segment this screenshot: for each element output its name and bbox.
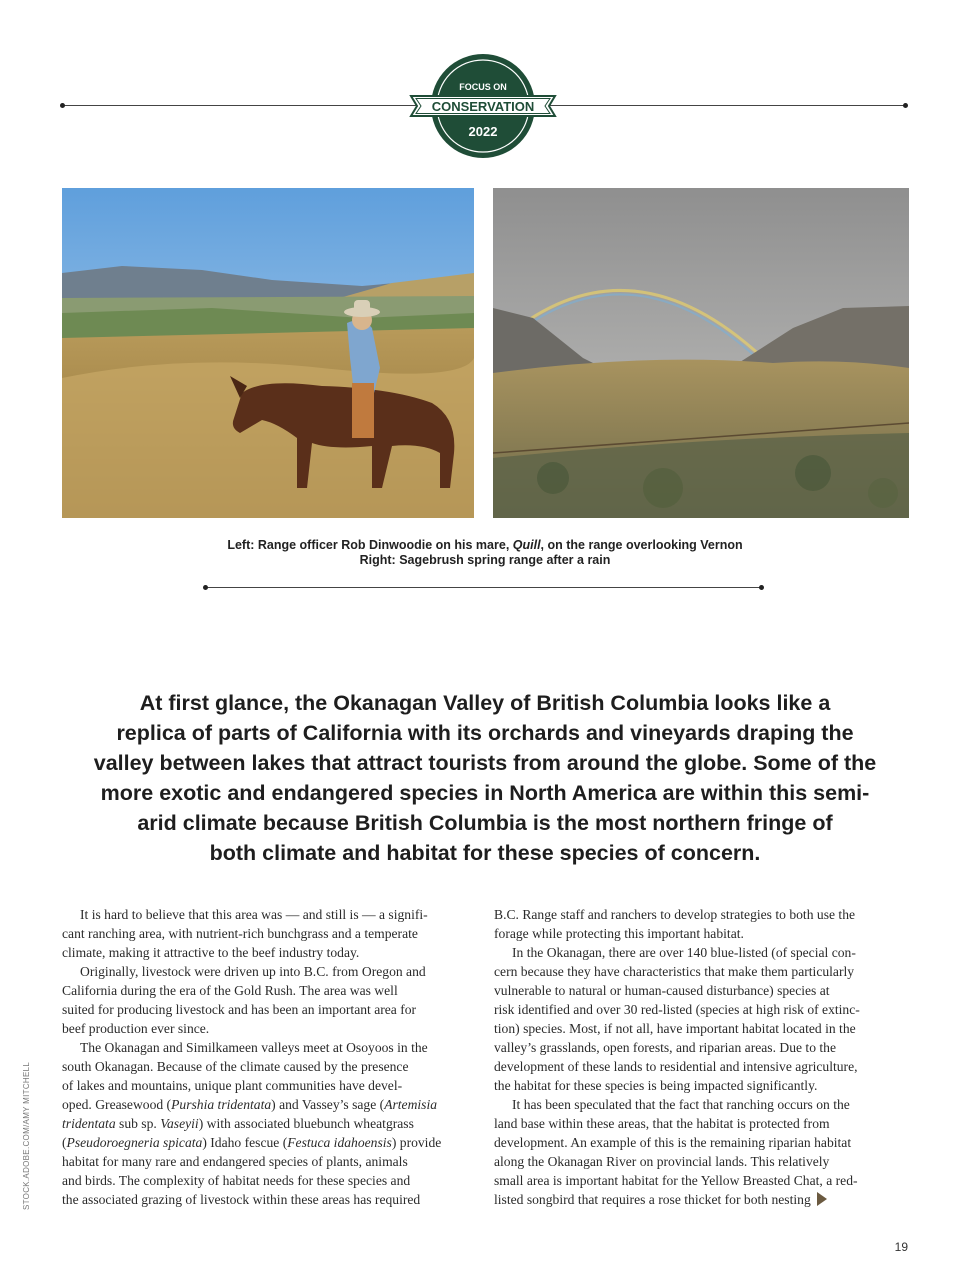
body-line: [62, 1133, 472, 1152]
body-line: [494, 1190, 908, 1209]
body-line: valley’s grasslands, open forests, and riparian areas. Due to the: [494, 1040, 837, 1055]
body-text: oped. Greasewood (: [62, 1097, 172, 1112]
intro-paragraph: [60, 688, 910, 868]
intro-line: more exotic and endangered species in North America are within this semi-: [100, 781, 870, 805]
body-text: ) and Vassey’s sage (: [271, 1097, 385, 1112]
body-line: In the Okanagan, there are over 140 blue-listed (of special con-: [512, 945, 856, 960]
body-line: Originally, livestock were driven up into B.C. from Oregon and: [80, 964, 426, 979]
body-line: the habitat for these species is being impacted significantly.: [494, 1078, 818, 1093]
rule-dot-left: [60, 103, 65, 108]
photo-right-sagebrush-range: [493, 188, 909, 518]
body-column-right: [494, 905, 908, 1209]
page-number: 19: [894, 1240, 908, 1254]
badge-banner-text: CONSERVATION: [431, 99, 535, 114]
intro-line: At first glance, the Okanagan Valley of British Columbia looks like a: [139, 691, 831, 715]
body-line: California during the era of the Gold Rush. The area was well: [62, 983, 398, 998]
species-name: Pseudoroegneria spicata: [66, 1135, 203, 1150]
body-line: beef production ever since.: [62, 1021, 210, 1036]
species-name: tridentata: [62, 1116, 116, 1131]
body-line: land base within these areas, that the habitat is protected from: [494, 1116, 830, 1131]
body-line: suited for producing livestock and has been an important area for: [62, 1002, 417, 1017]
caption-line1-suffix: , on the range overlooking Vernon: [540, 538, 743, 552]
body-line: risk identified and over 30 red-listed (species at high risk of extinc-: [494, 1002, 860, 1017]
body-text: ) provide: [391, 1135, 442, 1150]
caption-line1-prefix: Left: Range officer Rob Dinwoodie on his mare,: [227, 538, 513, 552]
body-line: [62, 1114, 472, 1133]
body-text: (: [62, 1135, 67, 1150]
caption-rule: [205, 587, 762, 588]
body-text: sub sp.: [115, 1116, 161, 1131]
photo-caption: [120, 538, 850, 568]
photo-credit: STOCK.ADOBE.COM/AMY MITCHELL: [22, 1061, 31, 1210]
body-line: The Okanagan and Similkameen valleys meet at Osoyoos in the: [80, 1040, 428, 1055]
photo-left-horse-rider: [62, 188, 474, 518]
intro-line: both climate and habitat for these species of concern.: [209, 841, 761, 865]
badge-year: 2022: [468, 124, 498, 139]
body-line: development of these lands to residential and intensive agriculture,: [494, 1059, 858, 1074]
continue-arrow-icon: [817, 1192, 827, 1206]
body-line: cant ranching area, with nutrient-rich bunchgrass and a temperate: [62, 926, 418, 941]
caption-line-2: Right: Sagebrush spring range after a rain: [359, 553, 611, 567]
body-column-left: [62, 905, 472, 1209]
body-line: It has been speculated that the fact that ranching occurs on the: [512, 1097, 850, 1112]
body-line: It is hard to believe that this area was — and still is — a signifi-: [80, 907, 428, 922]
body-text: listed songbird that requires a rose thicket for both nesting: [494, 1192, 811, 1207]
species-name: Purshia tridentata: [171, 1097, 272, 1112]
badge-top-text: FOCUS ON: [459, 82, 507, 92]
body-line: habitat for many rare and endangered species of plants, animals: [62, 1154, 408, 1169]
body-line: along the Okanagan River on provincial lands. This relatively: [494, 1154, 830, 1169]
rule-dot-left: [203, 585, 208, 590]
caption-line-1: [120, 538, 850, 553]
body-text: ) Idaho fescue (: [202, 1135, 288, 1150]
caption-horse-name: Quill: [512, 538, 541, 552]
body-line: and birds. The complexity of habitat needs for these species and: [62, 1173, 411, 1188]
intro-line: valley between lakes that attract tourists from around the globe. Some of the: [93, 751, 877, 775]
body-line: B.C. Range staff and ranchers to develop strategies to both use the: [494, 907, 856, 922]
species-name: Vaseyii: [160, 1116, 199, 1131]
body-line: climate, making it attractive to the beef industry today.: [62, 945, 360, 960]
body-line: the associated grazing of livestock within these areas has required: [62, 1192, 421, 1207]
body-line: south Okanagan. Because of the climate caused by the presence: [62, 1059, 409, 1074]
body-line: forage while protecting this important habitat.: [494, 926, 744, 941]
body-line: tion) species. Most, if not all, have important habitat located in the: [494, 1021, 856, 1036]
body-line: small area is important habitat for the Yellow Breasted Chat, a red-: [494, 1173, 858, 1188]
conservation-badge: [408, 50, 558, 162]
rule-dot-right: [903, 103, 908, 108]
body-text: ) with associated bluebunch wheatgrass: [198, 1116, 414, 1131]
intro-line: arid climate because British Columbia is the most northern fringe of: [137, 811, 833, 835]
rule-dot-right: [759, 585, 764, 590]
body-line: of lakes and mountains, unique plant communities have devel-: [62, 1078, 403, 1093]
intro-line: replica of parts of California with its orchards and vineyards draping the: [116, 721, 854, 745]
species-name: Festuca idahoensis: [287, 1135, 392, 1150]
body-line: vulnerable to natural or human-caused disturbance) species at: [494, 983, 830, 998]
body-line: development. An example of this is the remaining riparian habitat: [494, 1135, 852, 1150]
body-line: cern because they have characteristics that make them particularly: [494, 964, 855, 979]
species-name: Artemisia: [384, 1097, 438, 1112]
body-line: [62, 1095, 472, 1114]
